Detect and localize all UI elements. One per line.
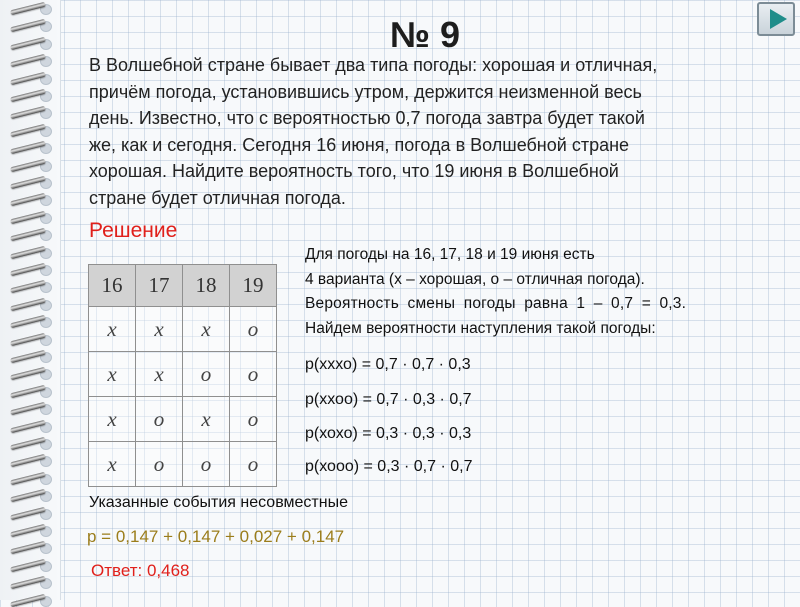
answer: Ответ: 0,468	[91, 561, 190, 580]
spiral-binding	[0, 0, 61, 600]
table-cell: х	[89, 442, 136, 487]
binding-ring	[10, 596, 52, 605]
binding-ring	[10, 300, 52, 309]
table-cell: о	[230, 442, 277, 487]
solution-heading: Решение	[89, 219, 178, 242]
binding-ring	[10, 74, 52, 83]
binding-ring	[10, 56, 52, 65]
probability-formula: р(хохо) = 0,3 · 0,3 · 0,3	[305, 425, 472, 442]
binding-ring	[10, 126, 52, 135]
incompatible-events-note: Указанные события несовместные	[89, 494, 348, 511]
binding-ring	[10, 161, 52, 170]
table-cell: о	[230, 307, 277, 352]
table-cell: о	[183, 352, 230, 397]
binding-ring	[10, 543, 52, 552]
explanation-line: 4 варианта (х – хорошая, о – отличная погода).	[305, 270, 645, 288]
binding-ring	[10, 526, 52, 535]
binding-ring	[10, 213, 52, 222]
binding-ring	[10, 230, 52, 239]
binding-ring	[10, 456, 52, 465]
binding-ring	[10, 4, 52, 13]
binding-ring	[10, 369, 52, 378]
probability-formula: р(ххоо) = 0,7 · 0,3 · 0,7	[305, 391, 472, 408]
binding-ring	[10, 561, 52, 570]
table-cell: х	[183, 397, 230, 442]
date-header: 16	[89, 265, 136, 307]
explanation-line: Вероятность смены погоды равна 1 – 0,7 = 0,3.	[305, 295, 687, 312]
task-number: № 9	[389, 14, 461, 55]
problem-statement	[89, 52, 789, 211]
binding-ring	[10, 143, 52, 152]
table-cell: о	[183, 442, 230, 487]
problem-line: хорошая. Найдите вероятность того, что 19 июня в Волшебной	[89, 161, 619, 181]
explanation-line: Для погоды на 16, 17, 18 и 19 июня есть	[305, 246, 595, 263]
table-cell: х	[136, 307, 183, 352]
binding-ring	[10, 509, 52, 518]
date-header: 19	[230, 265, 277, 307]
weather-variants-table	[88, 264, 277, 487]
binding-ring	[10, 91, 52, 100]
table-cell: х	[89, 397, 136, 442]
probability-formula: р(хооо) = 0,3 · 0,7 · 0,7	[305, 458, 473, 475]
table-cell: о	[230, 352, 277, 397]
probability-sum: р = 0,147 + 0,147 + 0,027 + 0,147	[87, 527, 345, 546]
solution-explanation	[305, 243, 785, 341]
table-cell: о	[136, 442, 183, 487]
problem-line: день. Известно, что с вероятностью 0,7 погода завтра будет такой	[89, 108, 645, 128]
table-cell: х	[89, 307, 136, 352]
binding-ring	[10, 578, 52, 587]
table-row	[89, 307, 277, 352]
problem-line: же, как и сегодня. Сегодня 16 июня, погода в Волшебной стране	[89, 134, 630, 155]
table-cell: х	[136, 352, 183, 397]
table-cell: х	[89, 352, 136, 397]
table-row	[89, 442, 277, 487]
explanation-line: Найдем вероятности наступления такой погоды:	[305, 319, 656, 337]
binding-ring	[10, 178, 52, 187]
table-cell: о	[230, 397, 277, 442]
date-header: 17	[136, 265, 183, 307]
date-header: 18	[183, 265, 230, 307]
binding-ring	[10, 352, 52, 361]
binding-ring	[10, 474, 52, 483]
binding-ring	[10, 387, 52, 396]
problem-line: В Волшебной стране бывает два типа погоды: хорошая и отличная,	[89, 55, 658, 75]
table-header-row	[89, 265, 277, 307]
binding-ring	[10, 195, 52, 204]
problem-line: причём погода, установившись утром, держится неизменной весь	[89, 81, 642, 102]
table-cell: о	[136, 397, 183, 442]
problem-line: стране будет отличная погода.	[89, 187, 346, 208]
binding-ring	[10, 108, 52, 117]
binding-ring	[10, 282, 52, 291]
binding-ring	[10, 317, 52, 326]
binding-ring	[10, 248, 52, 257]
binding-ring	[10, 404, 52, 413]
table-row	[89, 352, 277, 397]
probability-formula: р(хххо) = 0,7 · 0,7 · 0,3	[305, 356, 471, 373]
table-row	[89, 397, 277, 442]
binding-ring	[10, 265, 52, 274]
binding-ring	[10, 439, 52, 448]
binding-ring	[10, 422, 52, 431]
table-cell: х	[183, 307, 230, 352]
binding-ring	[10, 335, 52, 344]
binding-ring	[10, 491, 52, 500]
